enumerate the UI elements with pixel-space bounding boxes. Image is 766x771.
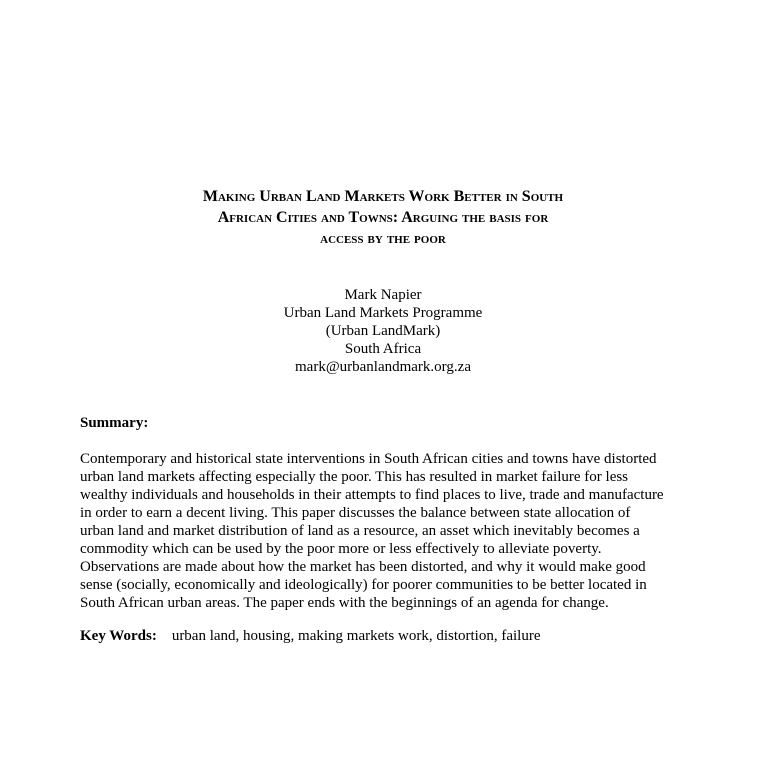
summary-line: Contemporary and historical state interventions in South African cities and towns have distorted — [80, 451, 657, 467]
author-name: Mark Napier — [344, 287, 422, 303]
paper-title — [80, 186, 686, 249]
title-line: African Cities and Towns: Arguing the basis for — [217, 209, 549, 226]
keywords-value: urban land, housing, making markets work, distortion, failure — [171, 628, 541, 644]
summary-line: in order to earn a decent living. This paper discusses the balance between state allocation of — [80, 505, 631, 521]
summary-line: Observations are made about how the market has been distorted, and why it would make good — [80, 559, 646, 575]
author-organisation: Urban Land Markets Programme — [283, 305, 483, 321]
keywords-label: Key Words: — [80, 628, 157, 644]
summary-line: South African urban areas. The paper ends with the beginnings of an agenda for change. — [80, 595, 609, 611]
author-country: South Africa — [344, 341, 422, 357]
summary-line: urban land and market distribution of land as a resource, an asset which inevitably becomes a — [80, 523, 640, 539]
author-block — [80, 286, 686, 376]
title-line: access by the poor — [320, 230, 446, 247]
keywords-spacer — [161, 628, 169, 644]
summary-line: sense (socially, economically and ideologically) for poorer communities to be better located in — [80, 577, 647, 593]
author-organisation-short: (Urban LandMark) — [325, 323, 441, 339]
keywords — [80, 627, 541, 645]
title-line: Making Urban Land Markets Work Better in South — [202, 188, 564, 205]
summary-paragraph — [80, 450, 690, 612]
summary-line: commodity which can be used by the poor more or less effectively to alleviate poverty. — [80, 541, 602, 557]
summary-heading: Summary: — [80, 415, 149, 431]
summary-line: wealthy individuals and households in their attempts to find places to live, trade and manufacture — [80, 487, 664, 503]
summary-line: urban land markets affecting especially the poor. This has resulted in market failure for less — [80, 469, 629, 485]
author-email: mark@urbanlandmark.org.za — [295, 359, 471, 375]
